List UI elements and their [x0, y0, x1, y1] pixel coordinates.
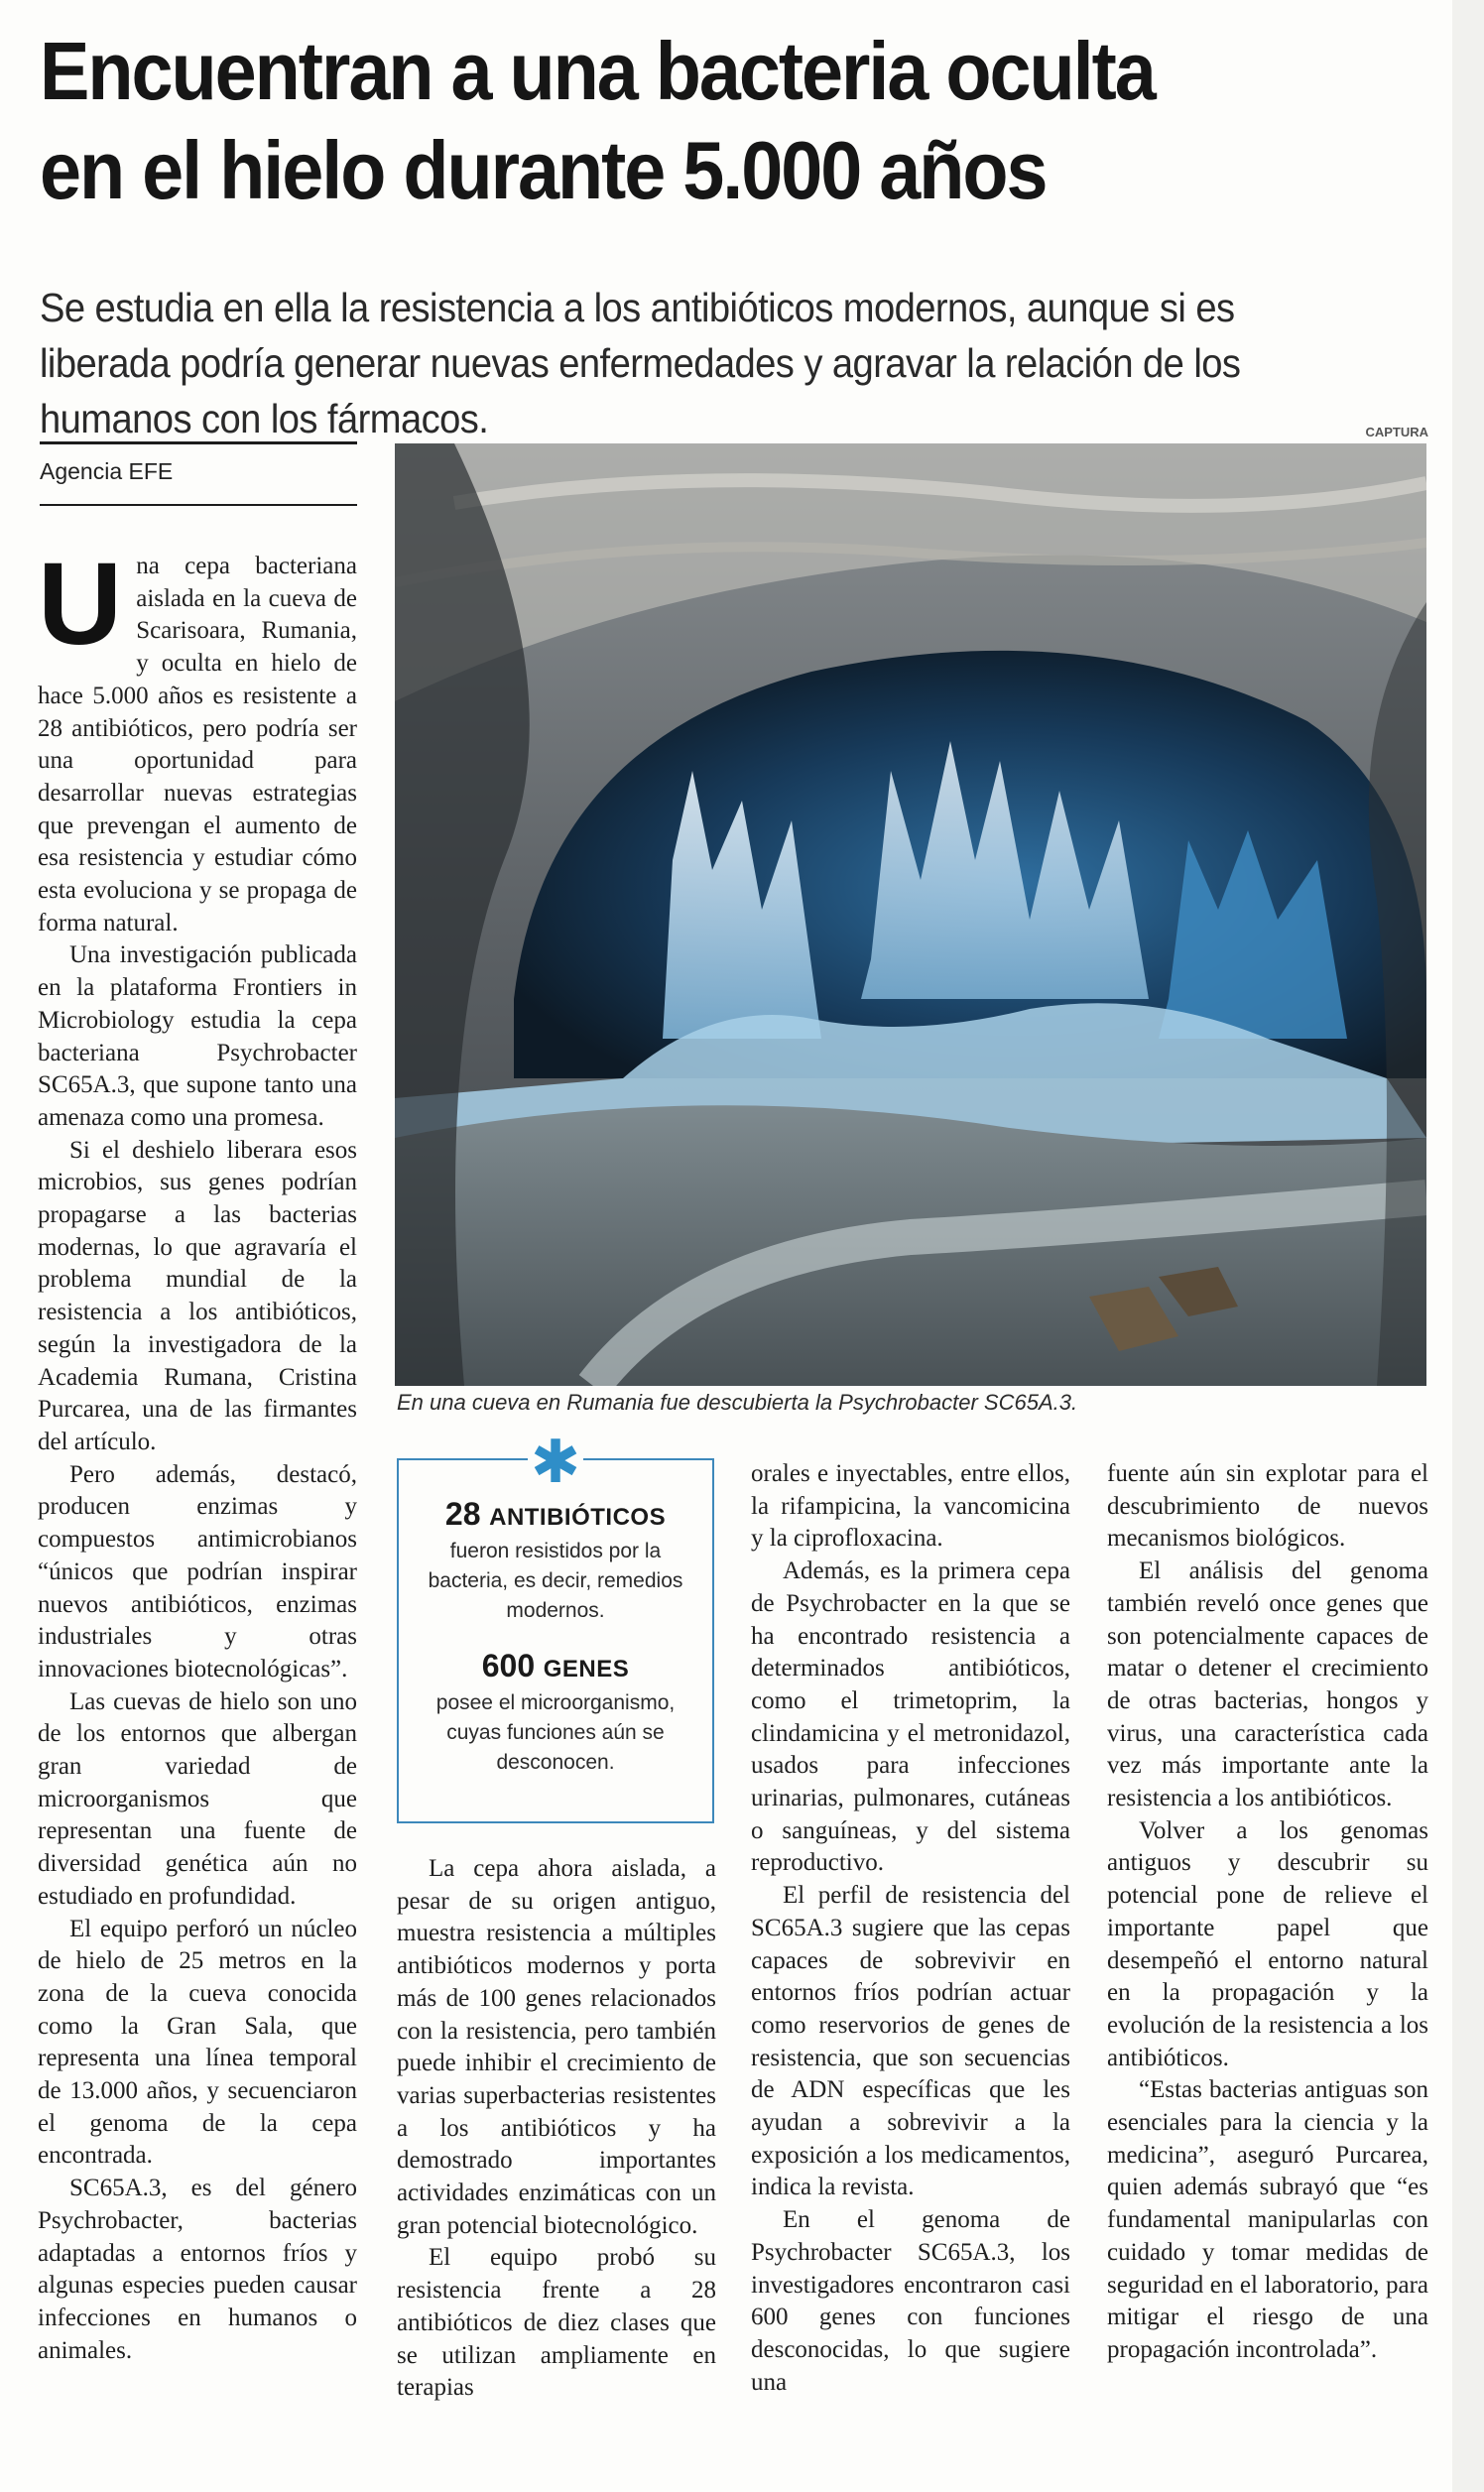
paragraph: Una investigación publicada en la plataforma Frontiers in Microbiology estudia la cepa bacteriana Psychrobacter SC65A.3, que supone tanto una amenaza como una promesa. — [38, 941, 357, 1131]
paragraph: “Estas bacterias antiguas son esenciales para la ciencia y la medicina”, aseguró Purcarea, quien además subrayó que “es fundamental manipularlas con cuidado y tomar medidas de seguridad en el laboratorio, para mitigar el riesgo de una propagación incontrolada”. — [1107, 2076, 1428, 2363]
paragraph: El equipo perforó un núcleo de hielo de 25 metros en la zona de la cueva conocida como la Gran Sala, que representa una línea temporal de 13.000 años, y secuenciaron el genoma de la cepa encontrada. — [38, 1915, 357, 2170]
paragraph: El perfil de resistencia del SC65A.3 sugiere que las cepas capaces de sobrevivir en entornos fríos podrían actuar como reservorios de genes de resistencia, que son secuencias de ADN específicas que les ayudan a sobrevivir a la exposición a los medicamentos, indica la revista. — [751, 1882, 1070, 2201]
cave-photo — [395, 443, 1426, 1386]
article-column-2 — [397, 1853, 716, 2405]
article-column-3 — [751, 1458, 1070, 2399]
headline — [40, 22, 1321, 220]
subheadline: Se estudia en ella la resistencia a los antibióticos modernos, aunque si es liberada podría generar nuevas enfermedades y agravar la relación de los humanos con los fármacos. — [40, 285, 1241, 441]
stat-genes-number: 600 — [481, 1648, 536, 1683]
page-edge-strip — [1452, 0, 1484, 2492]
byline-bottom-rule — [40, 504, 357, 506]
stat-genes-word: GENES — [543, 1656, 630, 1682]
paragraph: orales e inyectables, entre ellos, la rifampicina, la vancomicina y la ciprofloxacina. — [751, 1460, 1070, 1553]
paragraph: El análisis del genoma también reveló once genes que son potencialmente capaces de matar o detener el crecimiento de otras bacterias, hongos y virus, una característica cada vez más importante ante la resistencia a los antibióticos. — [1107, 1558, 1428, 1812]
stat-genes-headline — [399, 1648, 712, 1684]
article-column-1 — [38, 539, 357, 2367]
stat-antibiotics-number: 28 — [444, 1496, 481, 1532]
paragraph: Pero además, destacó, producen enzimas y compuestos antimicrobianos “únicos que podrían inspirar nuevos antibióticos, enzimas industriales y otras innovaciones biotecnológicas”. — [38, 1460, 357, 1682]
paragraph-text: na cepa bacteriana aislada en la cueva de Scarisoara, Rumania, y oculta en hielo de hace 5.000 años es resistente a 28 antibióticos, pero podría ser una oportunidad para desarrollar nuevas estrategias que prevengan el aumento de esa resistencia y estudiar cómo esta evoluciona y se propaga de forma natural. — [38, 553, 357, 936]
fact-box — [397, 1458, 714, 1823]
paragraph: Si el deshielo liberara esos microbios, sus genes podrían propagarse a las bacterias modernas, lo que agravaría el problema mundial de la resistencia a los antibióticos, según la investigadora de la Academia Rumana, Cristina Purcarea, una de las firmantes del artículo. — [38, 1136, 357, 1455]
paragraph: SC65A.3, es del género Psychrobacter, bacterias adaptadas a entornos fríos y algunas especies pueden causar infecciones en humanos o animales. — [38, 2175, 357, 2364]
stat-genes-text: posee el microorganismo, cuyas funciones aún se desconocen. — [435, 1691, 676, 1774]
stat-antibiotics-word: ANTIBIÓTICOS — [489, 1504, 667, 1531]
drop-cap: U — [38, 539, 123, 670]
stat-antibiotics-text: fueron resistidos por la bacteria, es decir, remedios modernos. — [428, 1540, 683, 1622]
paragraph: fuente aún sin explotar para el descubrimiento de nuevos mecanismos biológicos. — [1107, 1460, 1428, 1553]
headline-line-1: Encuentran a una bacteria oculta — [40, 25, 1155, 117]
byline-top-rule — [40, 441, 357, 444]
photo-caption: En una cueva en Rumania fue descubierta la Psychrobacter SC65A.3. — [397, 1390, 1078, 1415]
paragraph — [38, 539, 357, 939]
paragraph: Volver a los genomas antiguos y descubrir su potencial pone de relieve el importante papel que desempeñó el entorno natural en la propagación y la evolución de la resistencia a los antibióticos. — [1107, 1816, 1428, 2071]
headline-line-2: en el hielo durante 5.000 años — [40, 124, 1047, 216]
article-column-4 — [1107, 1458, 1428, 2367]
stat-antibiotics-headline — [399, 1496, 712, 1533]
asterisk-icon: ✱ — [528, 1433, 583, 1484]
paragraph: En el genoma de Psychrobacter SC65A.3, los investigadores encontraron casi 600 genes con funciones desconocidas, lo que sugiere una — [751, 2206, 1070, 2396]
paragraph: Las cuevas de hielo son uno de los entornos que albergan gran variedad de microorganismos que representan una fuente de diversidad genética aún no estudiado en profundidad. — [38, 1687, 357, 1910]
photo-credit: CAPTURA — [1365, 425, 1428, 439]
ice-cave-illustration — [395, 443, 1426, 1386]
byline: Agencia EFE — [40, 458, 174, 484]
paragraph: La cepa ahora aislada, a pesar de su origen antiguo, muestra resistencia a múltiples antibióticos modernos y porta más de 100 genes relacionados con la resistencia, pero también puede inhibir el crecimiento de varias superbacterias resistentes a los antibióticos y ha demostrado importantes actividades enzimáticas con un gran potencial biotecnológico. — [397, 1855, 716, 2239]
paragraph: Además, es la primera cepa de Psychrobacter en la que se ha encontrado resistencia a determinados antibióticos, como el trimetoprim, la clindamicina y el metronidazol, usados para infecciones urinarias, pulmonares, cutáneas o sanguíneas, y del sistema reproductivo. — [751, 1558, 1070, 1877]
paragraph: El equipo probó su resistencia frente a 28 antibióticos de diez clases que se utilizan ampliamente en terapias — [397, 2244, 716, 2402]
